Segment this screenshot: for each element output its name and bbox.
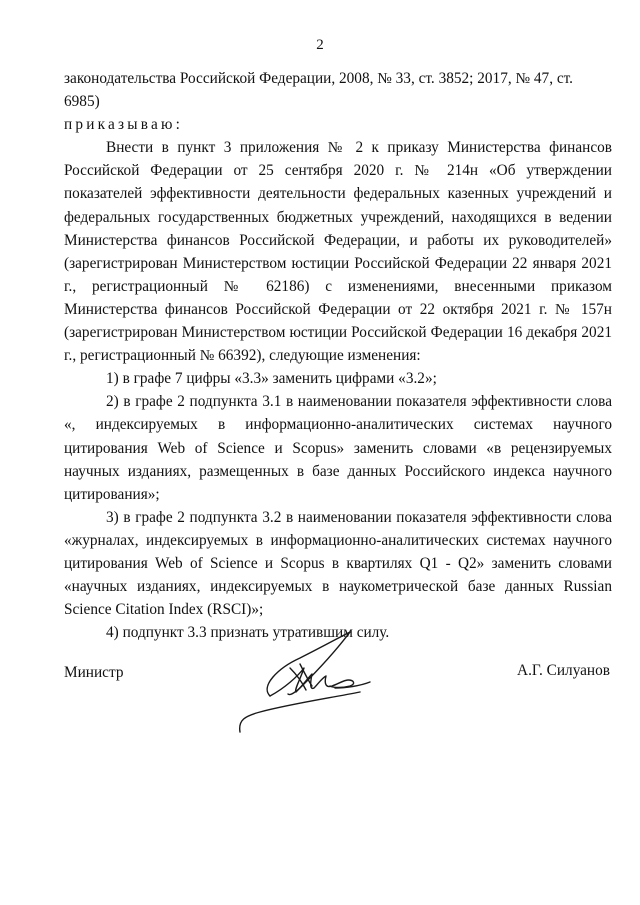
paragraph-main: Внести в пункт 3 приложения № 2 к приказу Министерства финансов Российской Федерации от 25 сентября 2020 г. № 214н «Об утверждении показателей эффективности деятельности федеральных казенных учреждений и федеральных государственных бюджетных учреждений, находящихся в ведении Министерства финансов Российской Федерации, и работы их руководителей» (зарегистрирован Министерством юстиции Российской Федерации 22 января 2021 г., регистрационный № 62186) с изменениями, внесенными приказом Министерства финансов Российской Федерации от 22 октября 2021 г. № 157н (зарегистрирован Министерством юстиции Российской Федерации 16 декабря 2021 г., регистрационный № 66392), следующие изменения:	[64, 139, 612, 365]
handwritten-signature	[230, 628, 380, 743]
document-body	[64, 67, 612, 644]
paragraph-item-2: 2) в графе 2 подпункта 3.1 в наименовании показателя эффективности слова «, индексируемых в информационно-аналитических системах научного цитирования Web of Science и Scopus» заменить словами «в рецензируемых научных изданиях, размещенных в базе данных Российского индекса научного цитирования»;	[64, 393, 612, 503]
order-word: приказываю:	[64, 116, 184, 134]
paragraph-item-3: 3) в графе 2 подпункта 3.2 в наименовании показателя эффективности слова «журналах, индексируемых в информационно-аналитических системах научного цитирования Web of Science и Scopus в квартилях Q1 - Q2» заменить словами «научных изданиях, индексируемых в наукометрической базе данных Russian Science Citation Index (RSCI)»;	[64, 508, 612, 619]
paragraph-item-4: 4) подпункт 3.3 признать утратившим силу.	[106, 624, 390, 642]
signer-title: Министр	[64, 664, 124, 681]
paragraph-item-1: 1) в графе 7 цифры «3.3» заменить цифрами «3.2»;	[106, 370, 437, 388]
page-number: 2	[316, 37, 324, 53]
signer-name: А.Г. Силуанов	[517, 662, 610, 679]
intro-line: законодательства Российской Федерации, 2008, № 33, ст. 3852; 2017, № 47, ст. 6985)	[64, 70, 574, 111]
